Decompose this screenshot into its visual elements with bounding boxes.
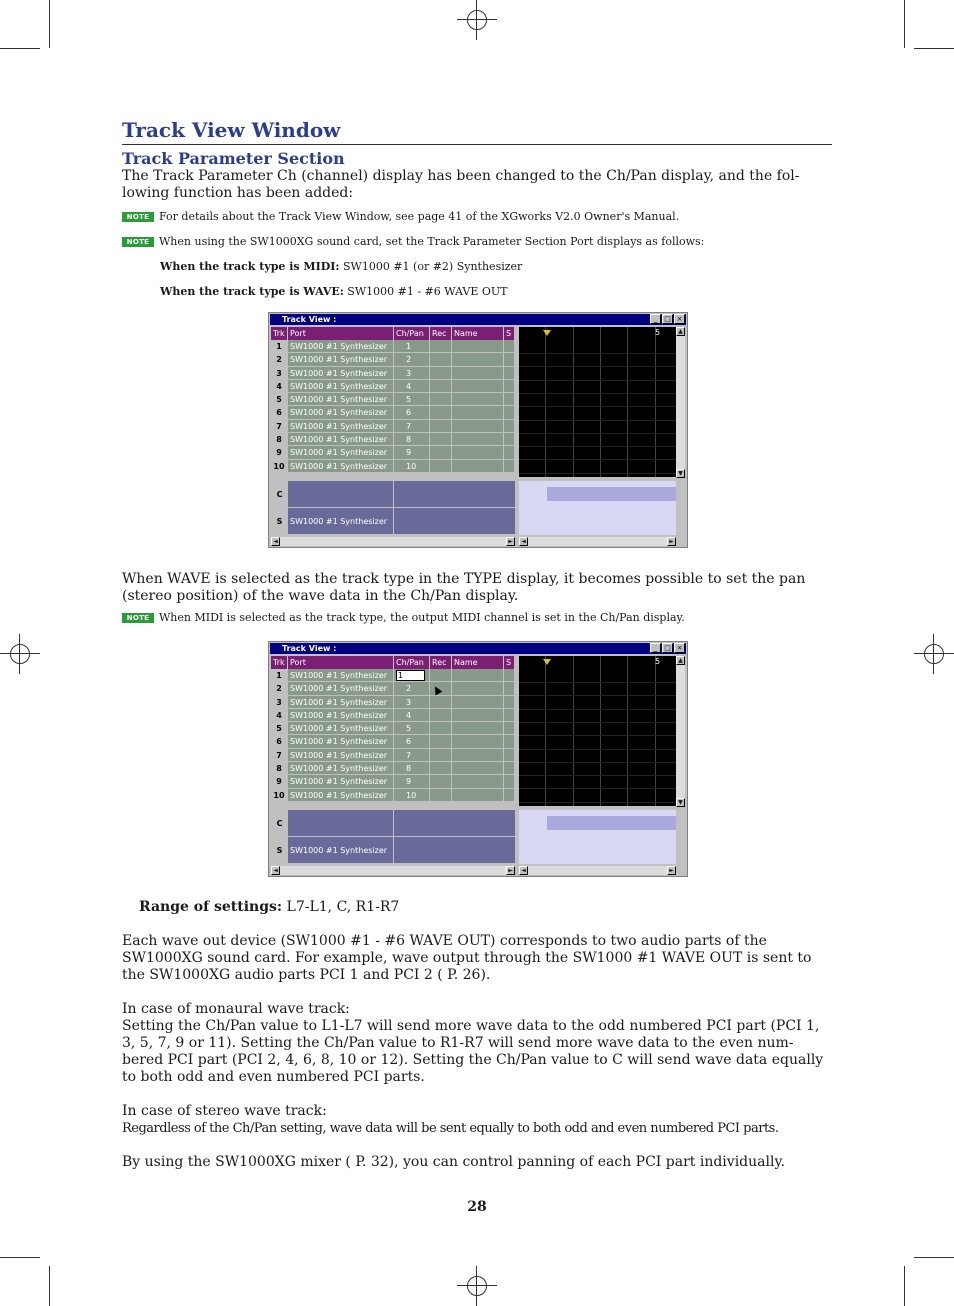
track-line <box>519 722 676 723</box>
name-cell[interactable] <box>452 709 504 722</box>
chpan-cell[interactable]: 2 <box>394 682 430 695</box>
table-row[interactable] <box>271 340 515 353</box>
scroll-up-icon[interactable]: ▲ <box>676 656 685 665</box>
chpan-cell[interactable]: 3 <box>394 696 430 709</box>
measure-line <box>573 327 574 477</box>
name-cell[interactable] <box>452 696 504 709</box>
conductor-section <box>271 810 515 864</box>
measure-line <box>600 327 601 477</box>
horizontal-scrollbar[interactable] <box>271 537 515 546</box>
s-cell[interactable] <box>504 367 515 380</box>
track-number[interactable]: 9 <box>271 446 288 459</box>
registration-mark <box>457 0 497 40</box>
table-row[interactable] <box>271 735 515 748</box>
window-titlebar[interactable]: Track View : <box>270 314 686 325</box>
name-cell[interactable] <box>452 446 504 459</box>
col-port[interactable]: Port <box>288 656 394 669</box>
playhead-icon[interactable] <box>543 330 551 336</box>
measure-line <box>600 656 601 806</box>
registration-mark <box>0 634 40 674</box>
crop-mark <box>49 1266 50 1306</box>
track-line <box>519 682 676 683</box>
horizontal-scrollbar[interactable] <box>519 537 676 546</box>
conductor-graph[interactable] <box>519 810 676 864</box>
minimize-button[interactable]: _ <box>650 643 661 653</box>
port-cell[interactable]: SW1000 #1 Synthesizer <box>288 722 394 735</box>
s-cell[interactable] <box>504 696 515 709</box>
track-view-window-editing <box>268 641 688 877</box>
stereo-text: Regardless of the Ch/Pan setting, wave data will be sent equally to both odd and even numbered PCI parts. <box>122 1121 779 1136</box>
track-line <box>519 788 676 789</box>
rec-cell[interactable] <box>430 775 452 788</box>
midi-setting: When the track type is MIDI: SW1000 #1 (or #2) Synthesizer <box>160 260 523 273</box>
table-row[interactable] <box>271 367 515 380</box>
mixer-text: By using the SW1000XG mixer ( P. 32), you can control panning of each PCI part individually. <box>122 1154 785 1170</box>
track-number[interactable]: 7 <box>271 420 288 433</box>
s-cell[interactable] <box>504 340 515 353</box>
track-line <box>519 802 676 803</box>
stereo-title: In case of stereo wave track: <box>122 1103 327 1119</box>
chpan-cell[interactable]: 5 <box>394 393 430 406</box>
s-cell[interactable] <box>504 433 515 446</box>
col-name[interactable]: Name <box>452 327 504 340</box>
maximize-button[interactable]: □ <box>662 314 673 324</box>
table-row[interactable] <box>271 669 515 682</box>
note-3: NOTE When MIDI is selected as the track type, the output MIDI channel is set in the Ch/Pan display. <box>122 611 832 624</box>
port-cell[interactable]: SW1000 #1 Synthesizer <box>288 446 394 459</box>
s-cell[interactable] <box>504 735 515 748</box>
note-icon: NOTE <box>122 237 154 247</box>
port-cell[interactable]: SW1000 #1 Synthesizer <box>288 393 394 406</box>
col-port[interactable]: Port <box>288 327 394 340</box>
port-cell[interactable]: SW1000 #1 Synthesizer <box>288 380 394 393</box>
song-area[interactable] <box>519 327 676 477</box>
track-number[interactable]: 7 <box>271 749 288 762</box>
chpan-cell[interactable]: 10 <box>394 460 430 473</box>
name-cell[interactable] <box>452 367 504 380</box>
name-cell[interactable] <box>452 340 504 353</box>
name-cell[interactable] <box>452 775 504 788</box>
col-trk[interactable]: Trk <box>271 327 288 340</box>
crop-mark <box>904 1266 905 1306</box>
mono-title: In case of monaural wave track: <box>122 1001 350 1017</box>
chpan-cell[interactable]: 8 <box>394 762 430 775</box>
chpan-cell[interactable]: 9 <box>394 775 430 788</box>
table-row[interactable] <box>271 789 515 802</box>
rec-cell[interactable] <box>430 722 452 735</box>
intro-text: The Track Parameter Ch (channel) display has been changed to the Ch/Pan display, and the fol-lowing function has been added: <box>122 168 800 201</box>
rec-cell[interactable] <box>430 709 452 722</box>
playhead-icon[interactable] <box>543 659 551 665</box>
s-cell[interactable] <box>504 393 515 406</box>
page-title: Track View Window <box>122 118 832 145</box>
track-number[interactable]: 4 <box>271 709 288 722</box>
track-number[interactable]: 5 <box>271 393 288 406</box>
conductor-c-label[interactable]: C <box>271 481 288 508</box>
note-2: NOTE When using the SW1000XG sound card, set the Track Parameter Section Port displays as follows: <box>122 235 832 248</box>
crop-mark <box>904 0 905 48</box>
scroll-left-icon[interactable]: ◄ <box>519 866 528 875</box>
table-row[interactable] <box>271 709 515 722</box>
s-cell[interactable] <box>504 460 515 473</box>
col-s[interactable]: S <box>504 327 515 340</box>
scroll-down-icon[interactable]: ▼ <box>676 469 685 478</box>
chpan-cell[interactable]: 7 <box>394 420 430 433</box>
track-number[interactable]: 2 <box>271 682 288 695</box>
port-cell[interactable]: SW1000 #1 Synthesizer <box>288 433 394 446</box>
track-number[interactable]: 6 <box>271 406 288 419</box>
name-cell[interactable] <box>452 789 504 802</box>
grid-header <box>271 656 515 669</box>
chpan-cell[interactable]: 4 <box>394 380 430 393</box>
rec-cell[interactable] <box>430 406 452 419</box>
scroll-right-icon[interactable]: ► <box>667 866 676 875</box>
chpan-cell[interactable]: 4 <box>394 709 430 722</box>
port-cell[interactable]: SW1000 #1 Synthesizer <box>288 789 394 802</box>
table-row[interactable] <box>271 420 515 433</box>
track-line <box>519 393 676 394</box>
rec-cell[interactable] <box>430 433 452 446</box>
table-row[interactable] <box>271 446 515 459</box>
name-cell[interactable] <box>452 735 504 748</box>
port-cell[interactable]: SW1000 #1 Synthesizer <box>288 775 394 788</box>
name-cell[interactable] <box>452 682 504 695</box>
scroll-left-icon[interactable]: ◄ <box>519 537 528 546</box>
name-cell[interactable] <box>452 433 504 446</box>
name-cell[interactable] <box>452 420 504 433</box>
s-cell[interactable] <box>504 406 515 419</box>
close-button[interactable]: × <box>674 643 685 653</box>
crop-mark <box>0 48 40 49</box>
conductor-s-label[interactable]: S <box>271 508 288 535</box>
track-line <box>519 366 676 367</box>
conductor-port[interactable]: SW1000 #1 Synthesizer <box>288 508 394 535</box>
port-cell[interactable]: SW1000 #1 Synthesizer <box>288 353 394 366</box>
s-cell[interactable] <box>504 722 515 735</box>
rec-cell[interactable] <box>430 420 452 433</box>
track-line <box>519 459 676 460</box>
track-number[interactable]: 10 <box>271 789 288 802</box>
name-cell[interactable] <box>452 762 504 775</box>
track-number[interactable]: 3 <box>271 696 288 709</box>
chpan-cell[interactable]: 6 <box>394 735 430 748</box>
col-chpan[interactable]: Ch/Pan <box>394 327 430 340</box>
note-1: NOTE For details about the Track View Window, see page 41 of the XGworks V2.0 Owner's Manual. <box>122 210 832 223</box>
rec-cell[interactable] <box>430 749 452 762</box>
body-text <box>122 899 832 1171</box>
chpan-cell[interactable]: 8 <box>394 433 430 446</box>
port-cell[interactable]: SW1000 #1 Synthesizer <box>288 367 394 380</box>
rec-cell[interactable] <box>430 460 452 473</box>
table-row[interactable] <box>271 682 515 695</box>
section-title: Track Parameter Section <box>122 149 345 168</box>
close-button[interactable]: × <box>674 314 685 324</box>
track-line <box>519 709 676 710</box>
track-line <box>519 735 676 736</box>
name-cell[interactable] <box>452 393 504 406</box>
s-cell[interactable] <box>504 682 515 695</box>
name-cell[interactable] <box>452 460 504 473</box>
crop-mark <box>0 1257 40 1258</box>
name-cell[interactable] <box>452 353 504 366</box>
col-name[interactable]: Name <box>452 656 504 669</box>
track-line <box>519 695 676 696</box>
conductor-port[interactable]: SW1000 #1 Synthesizer <box>288 837 394 864</box>
device-paragraph: Each wave out device (SW1000 #1 - #6 WAVE OUT) corresponds to two audio parts of the SW1000XG sound card. For example, wave output through the SW1000 #1 WAVE OUT is sent to the SW1000XG audio parts PCI 1 and PCI 2 ( P. 26). <box>122 933 812 983</box>
crop-mark <box>914 48 954 49</box>
name-cell[interactable] <box>452 749 504 762</box>
table-row[interactable] <box>271 406 515 419</box>
page-number: 28 <box>467 1199 487 1215</box>
scroll-left-icon[interactable]: ◄ <box>271 537 280 546</box>
s-cell[interactable] <box>504 709 515 722</box>
rec-cell[interactable] <box>430 789 452 802</box>
col-s[interactable]: S <box>504 656 515 669</box>
conductor-section <box>271 481 515 535</box>
scroll-left-icon[interactable]: ◄ <box>271 866 280 875</box>
registration-mark <box>914 634 954 674</box>
rec-cell[interactable] <box>430 735 452 748</box>
horizontal-scrollbar[interactable] <box>271 866 515 875</box>
table-row[interactable] <box>271 393 515 406</box>
chpan-cell[interactable]: 2 <box>394 353 430 366</box>
main-content <box>122 118 832 298</box>
rec-cell[interactable] <box>430 669 452 682</box>
name-cell[interactable] <box>452 722 504 735</box>
chpan-cell[interactable]: 5 <box>394 722 430 735</box>
range-of-settings: Range of settings: L7-L1, C, R1-R7 <box>139 899 400 915</box>
name-cell[interactable] <box>452 669 504 682</box>
track-number[interactable]: 10 <box>271 460 288 473</box>
mono-text: Setting the Ch/Pan value to L1-L7 will send more wave data to the odd numbered PCI part (PCI 1, 3, 5, 7, 9 or 11). Setting the Ch/Pan value to R1-R7 will send more wave data to the even num-bered PCI part (PCI 2, 4, 6, 8, 10 or 12). Setting the Ch/Pan value to C will send wave data equally to both odd and even numbered PCI parts. <box>122 1018 824 1085</box>
s-cell[interactable] <box>504 669 515 682</box>
track-line <box>519 749 676 750</box>
track-number[interactable]: 2 <box>271 353 288 366</box>
s-cell[interactable] <box>504 789 515 802</box>
port-cell[interactable]: SW1000 #1 Synthesizer <box>288 682 394 695</box>
col-chpan[interactable]: Ch/Pan <box>394 656 430 669</box>
chpan-cell[interactable]: 1 <box>394 340 430 353</box>
port-cell[interactable]: SW1000 #1 Synthesizer <box>288 340 394 353</box>
port-cell[interactable]: SW1000 #1 Synthesizer <box>288 406 394 419</box>
port-cell[interactable]: SW1000 #1 Synthesizer <box>288 460 394 473</box>
scroll-down-icon[interactable]: ▼ <box>676 798 685 807</box>
track-line <box>519 406 676 407</box>
minimize-button[interactable]: _ <box>650 314 661 324</box>
track-view-window <box>268 312 688 548</box>
scroll-right-icon[interactable]: ► <box>506 537 515 546</box>
table-row[interactable] <box>271 696 515 709</box>
track-line <box>519 473 676 474</box>
col-rec[interactable]: Rec <box>430 656 452 669</box>
crop-mark <box>49 0 50 48</box>
rec-cell[interactable] <box>430 380 452 393</box>
port-cell[interactable]: SW1000 #1 Synthesizer <box>288 669 394 682</box>
measure-line <box>545 327 546 477</box>
table-row[interactable] <box>271 775 515 788</box>
wave-setting: When the track type is WAVE: SW1000 #1 - #6 WAVE OUT <box>160 285 508 298</box>
rec-cell[interactable] <box>430 762 452 775</box>
conductor-s-label[interactable]: S <box>271 837 288 864</box>
vertical-scrollbar[interactable] <box>676 656 685 807</box>
port-cell[interactable]: SW1000 #1 Synthesizer <box>288 735 394 748</box>
col-trk[interactable]: Trk <box>271 656 288 669</box>
port-cell[interactable]: SW1000 #1 Synthesizer <box>288 420 394 433</box>
track-line <box>519 446 676 447</box>
registration-mark <box>457 1266 497 1306</box>
track-number[interactable]: 4 <box>271 380 288 393</box>
track-number[interactable]: 8 <box>271 433 288 446</box>
track-number[interactable]: 9 <box>271 775 288 788</box>
scroll-right-icon[interactable]: ► <box>506 866 515 875</box>
scroll-right-icon[interactable]: ► <box>667 537 676 546</box>
ruler-mark: 5 <box>655 328 661 337</box>
measure-line <box>627 656 628 806</box>
port-cell[interactable]: SW1000 #1 Synthesizer <box>288 749 394 762</box>
rec-cell[interactable] <box>430 367 452 380</box>
track-number[interactable]: 8 <box>271 762 288 775</box>
maximize-button[interactable]: □ <box>662 643 673 653</box>
rec-cell[interactable] <box>430 696 452 709</box>
conductor-c-label[interactable]: C <box>271 810 288 837</box>
s-cell[interactable] <box>504 353 515 366</box>
s-cell[interactable] <box>504 762 515 775</box>
chpan-cell[interactable]: 7 <box>394 749 430 762</box>
table-row[interactable] <box>271 460 515 473</box>
track-line <box>519 380 676 381</box>
col-rec[interactable]: Rec <box>430 327 452 340</box>
grid-header <box>271 327 515 340</box>
song-area[interactable] <box>519 656 676 806</box>
crop-mark <box>914 1257 954 1258</box>
track-line <box>519 420 676 421</box>
chpan-cell[interactable]: 6 <box>394 406 430 419</box>
vertical-scrollbar[interactable] <box>676 327 685 478</box>
s-cell[interactable] <box>504 775 515 788</box>
track-line <box>519 762 676 763</box>
s-cell[interactable] <box>504 749 515 762</box>
table-row[interactable] <box>271 762 515 775</box>
scroll-up-icon[interactable]: ▲ <box>676 327 685 336</box>
window-titlebar[interactable]: Track View : <box>270 643 686 654</box>
table-row[interactable] <box>271 749 515 762</box>
conductor-graph[interactable] <box>519 481 676 535</box>
measure-line <box>627 327 628 477</box>
table-row[interactable] <box>271 722 515 735</box>
rec-cell[interactable] <box>430 446 452 459</box>
name-cell[interactable] <box>452 406 504 419</box>
rec-cell[interactable] <box>430 393 452 406</box>
table-row[interactable] <box>271 433 515 446</box>
table-row[interactable] <box>271 380 515 393</box>
track-number[interactable]: 3 <box>271 367 288 380</box>
s-cell[interactable] <box>504 380 515 393</box>
track-number[interactable]: 1 <box>271 669 288 682</box>
note-icon: NOTE <box>122 212 154 222</box>
note-icon: NOTE <box>122 613 154 623</box>
measure-line <box>573 656 574 806</box>
measure-line <box>655 327 656 477</box>
name-cell[interactable] <box>452 380 504 393</box>
track-line <box>519 775 676 776</box>
chpan-cell[interactable]: 10 <box>394 789 430 802</box>
track-number[interactable]: 5 <box>271 722 288 735</box>
chpan-cell[interactable]: 9 <box>394 446 430 459</box>
port-cell[interactable]: SW1000 #1 Synthesizer <box>288 762 394 775</box>
track-number[interactable]: 6 <box>271 735 288 748</box>
table-row[interactable] <box>271 353 515 366</box>
rec-cell[interactable] <box>430 353 452 366</box>
s-cell[interactable] <box>504 446 515 459</box>
track-number[interactable]: 1 <box>271 340 288 353</box>
port-cell[interactable]: SW1000 #1 Synthesizer <box>288 709 394 722</box>
measure-line <box>655 656 656 806</box>
track-line <box>519 353 676 354</box>
chpan-cell[interactable] <box>394 669 430 682</box>
s-cell[interactable] <box>504 420 515 433</box>
track-parameter-grid <box>271 656 515 802</box>
wave-paragraph: When WAVE is selected as the track type in the TYPE display, it becomes possible to set the pan (stereo position) of the wave data in the Ch/Pan display. NOTE When MIDI is selected as the track type, the output MIDI channel is set in the Ch/Pan display. <box>122 571 832 624</box>
port-cell[interactable]: SW1000 #1 Synthesizer <box>288 696 394 709</box>
horizontal-scrollbar[interactable] <box>519 866 676 875</box>
rec-cell[interactable] <box>430 340 452 353</box>
chpan-cell[interactable]: 3 <box>394 367 430 380</box>
track-line <box>519 433 676 434</box>
ruler-mark: 5 <box>655 657 661 666</box>
track-parameter-grid <box>271 327 515 473</box>
measure-line <box>545 656 546 806</box>
chpan-edit-field[interactable]: 1 <box>396 670 425 681</box>
